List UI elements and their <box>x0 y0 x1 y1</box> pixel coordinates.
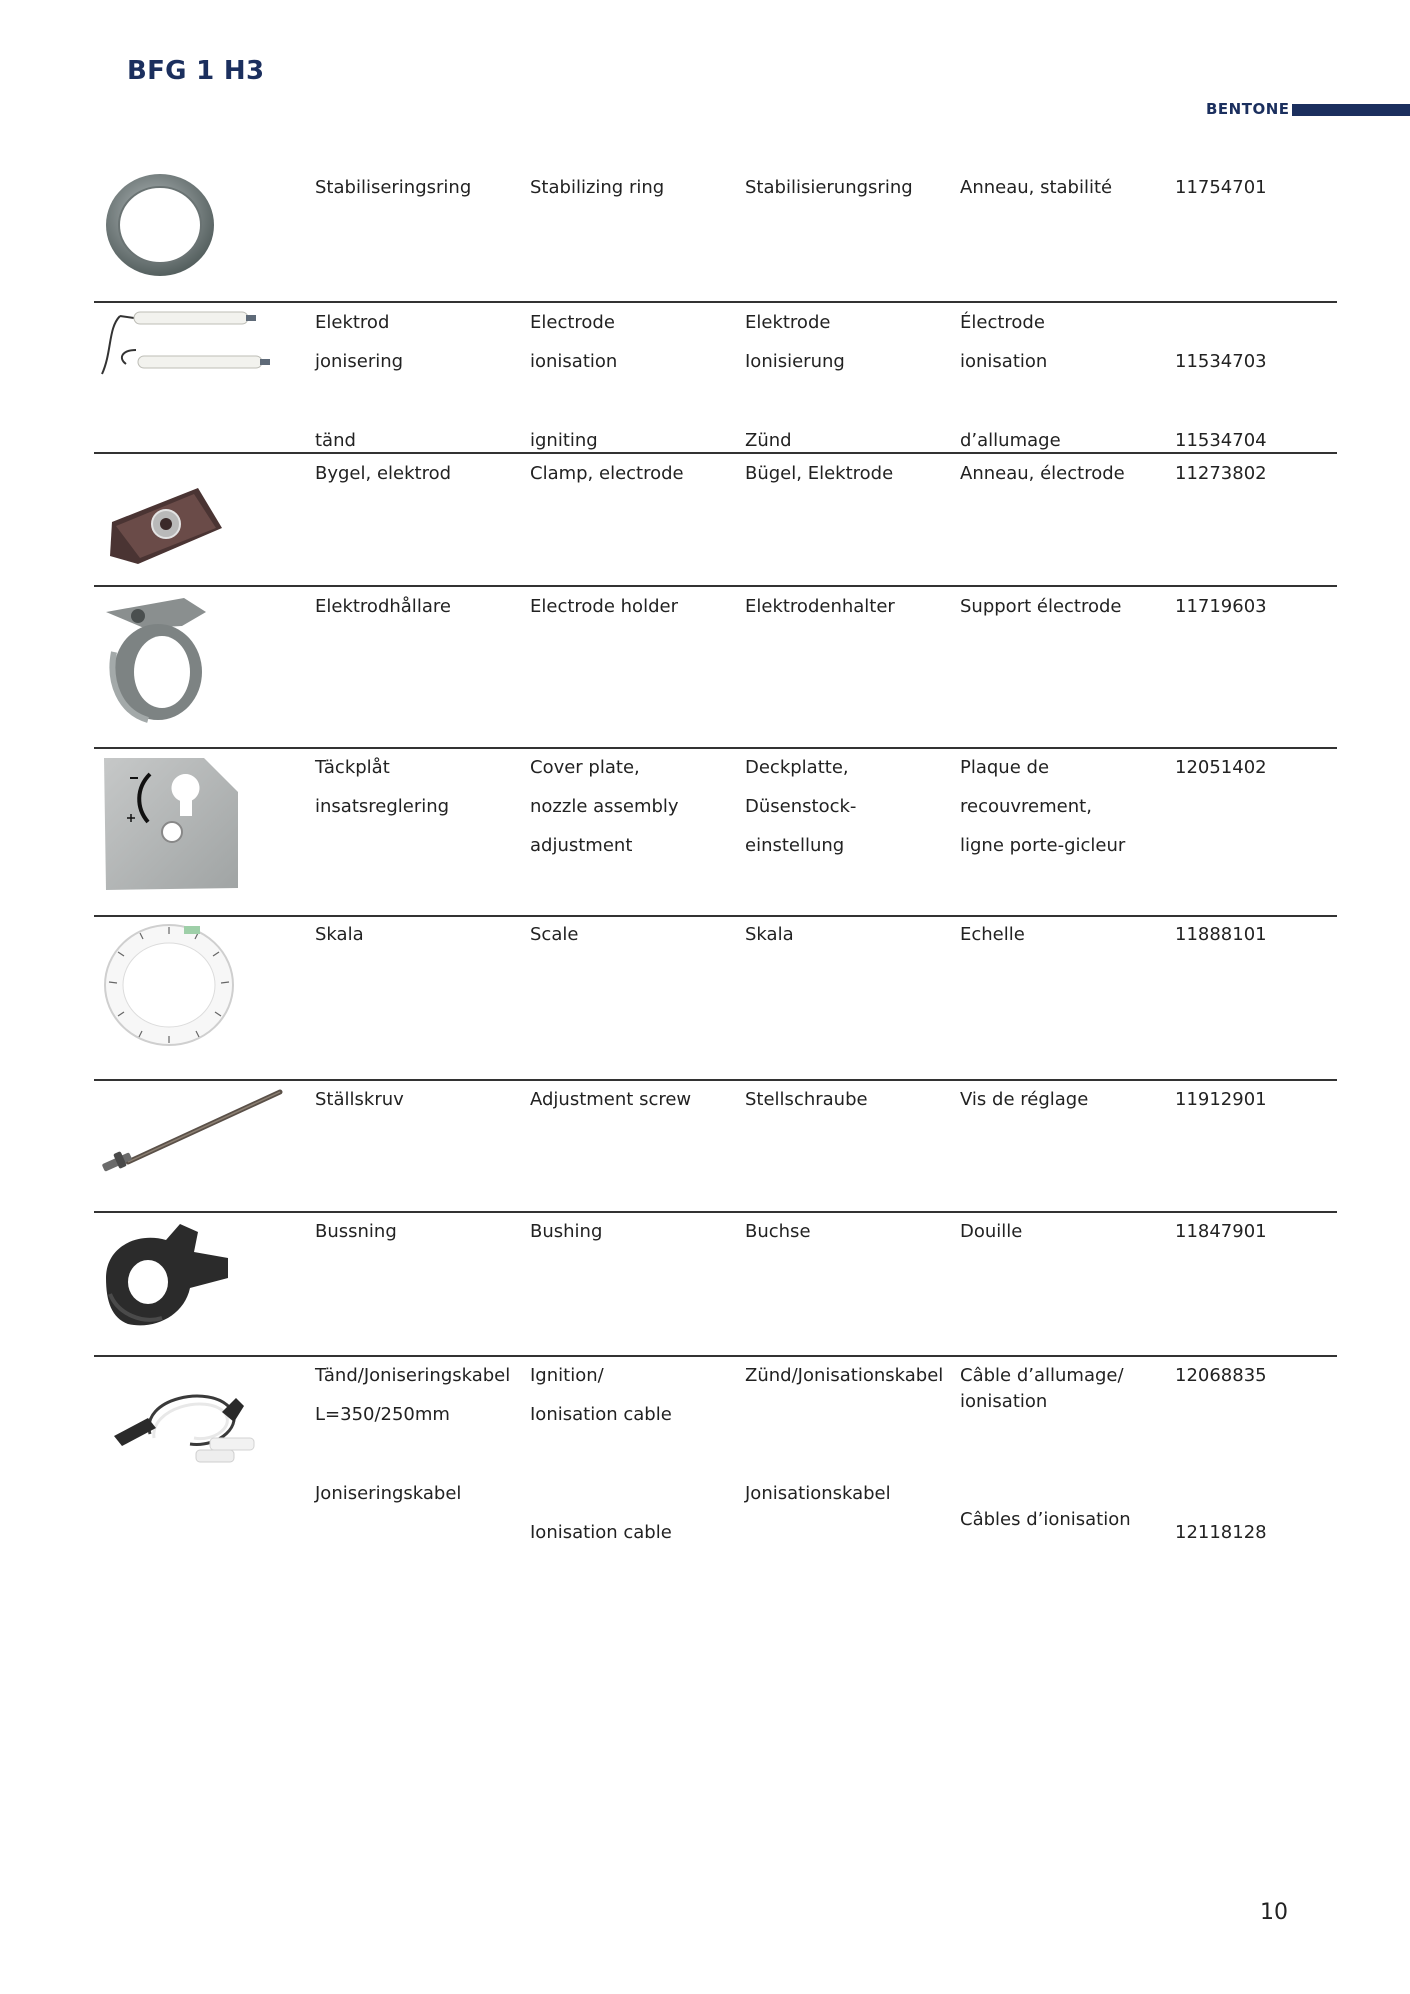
part-name-fr: Câble d’allumage/ <box>960 1365 1124 1386</box>
brand-bar <box>1292 104 1410 116</box>
part-number: 12118128 <box>1175 1522 1267 1543</box>
part-name-de: Stellschraube <box>745 1089 868 1110</box>
part-name-en: Bushing <box>530 1221 603 1242</box>
part-name-en: Stabilizing ring <box>530 177 665 198</box>
part-number: 11847901 <box>1175 1221 1267 1242</box>
clamp-image <box>106 484 224 566</box>
scale-dial-image <box>100 920 238 1050</box>
part-number: 11888101 <box>1175 924 1267 945</box>
part-name-fr: Anneau, stabilité <box>960 177 1113 198</box>
part-number: 12068835 <box>1175 1365 1267 1386</box>
part-name-en: nozzle assembly <box>530 796 679 817</box>
electrode-holder-image <box>98 592 210 726</box>
part-number: 11534703 <box>1175 351 1267 372</box>
row-divider <box>94 452 1337 454</box>
part-name-sv: Bygel, elektrod <box>315 463 452 484</box>
part-number: 12051402 <box>1175 757 1267 778</box>
part-name-en: Adjustment screw <box>530 1089 692 1110</box>
part-name-en: Scale <box>530 924 579 945</box>
variant-fr: Câbles d’ionisation <box>960 1509 1131 1530</box>
variant-fr: ionisation <box>960 351 1048 372</box>
row-divider <box>94 747 1337 749</box>
ignition-cable-image <box>110 1378 260 1470</box>
part-name-sv: Bussning <box>315 1221 397 1242</box>
part-name-de: Bügel, Elektrode <box>745 463 894 484</box>
variant-sv: tänd <box>315 430 356 451</box>
part-name-sv: Elektrodhållare <box>315 596 451 617</box>
row-divider <box>94 1079 1337 1081</box>
part-name-fr: Echelle <box>960 924 1025 945</box>
electrode-image <box>98 308 274 380</box>
part-name-en: Electrode <box>530 312 615 333</box>
part-name-fr: ionisation <box>960 1391 1048 1412</box>
part-name-en: Ignition/ <box>530 1365 604 1386</box>
part-number: 11754701 <box>1175 177 1267 198</box>
part-name-sv: insatsreglering <box>315 796 450 817</box>
part-name-fr: Anneau, électrode <box>960 463 1125 484</box>
part-name-de: einstellung <box>745 835 845 856</box>
stabilizing-ring-image <box>104 172 216 278</box>
variant-sv: Joniseringskabel <box>315 1483 462 1504</box>
part-name-sv: Stabiliseringsring <box>315 177 472 198</box>
part-name-sv: Tänd/Joniseringskabel <box>315 1365 511 1386</box>
variant-en: igniting <box>530 430 598 451</box>
part-name-de: Buchse <box>745 1221 811 1242</box>
part-number: 11273802 <box>1175 463 1267 484</box>
part-name-de: Deckplatte, <box>745 757 849 778</box>
part-name-en: Ionisation cable <box>530 1404 672 1425</box>
adjustment-screw-image <box>98 1086 284 1176</box>
variant-de: Zünd <box>745 430 792 451</box>
brand-label: BENTONE <box>1206 100 1290 118</box>
variant-sv: jonisering <box>315 351 404 372</box>
row-divider <box>94 585 1337 587</box>
row-divider <box>94 301 1337 303</box>
variant-en: ionisation <box>530 351 618 372</box>
variant-fr: d’allumage <box>960 430 1061 451</box>
part-number: 11534704 <box>1175 430 1267 451</box>
part-name-de: Skala <box>745 924 794 945</box>
part-name-de: Elektrode <box>745 312 831 333</box>
page-title: BFG 1 H3 <box>127 56 265 86</box>
cover-plate-image <box>104 756 240 892</box>
row-divider <box>94 915 1337 917</box>
page-number: 10 <box>1260 1900 1288 1925</box>
part-name-en: Cover plate, <box>530 757 640 778</box>
part-name-sv: Täckplåt <box>315 757 390 778</box>
part-name-fr: Vis de réglage <box>960 1089 1089 1110</box>
part-number: 11912901 <box>1175 1089 1267 1110</box>
part-name-de: Stabilisierungsring <box>745 177 913 198</box>
part-name-fr: ligne porte-gicleur <box>960 835 1126 856</box>
part-name-de: Elektrodenhalter <box>745 596 895 617</box>
part-number: 11719603 <box>1175 596 1267 617</box>
row-divider <box>94 1211 1337 1213</box>
bushing-image <box>98 1218 234 1332</box>
part-name-fr: Support électrode <box>960 596 1122 617</box>
part-name-en: Clamp, electrode <box>530 463 684 484</box>
part-name-fr: recouvrement, <box>960 796 1092 817</box>
part-name-de: Zünd/Jonisationskabel <box>745 1365 944 1386</box>
variant-en: Ionisation cable <box>530 1522 672 1543</box>
part-name-fr: Plaque de <box>960 757 1050 778</box>
variant-de: Jonisationskabel <box>745 1483 891 1504</box>
part-name-de: Düsenstock- <box>745 796 857 817</box>
part-name-fr: Douille <box>960 1221 1023 1242</box>
part-name-sv: Elektrod <box>315 312 390 333</box>
part-name-en: Electrode holder <box>530 596 678 617</box>
part-name-sv: Skala <box>315 924 364 945</box>
variant-de: Ionisierung <box>745 351 845 372</box>
part-name-sv: Ställskruv <box>315 1089 404 1110</box>
part-name-sv: L=350/250mm <box>315 1404 450 1425</box>
part-name-fr: Électrode <box>960 312 1045 333</box>
row-divider <box>94 1355 1337 1357</box>
part-name-en: adjustment <box>530 835 633 856</box>
